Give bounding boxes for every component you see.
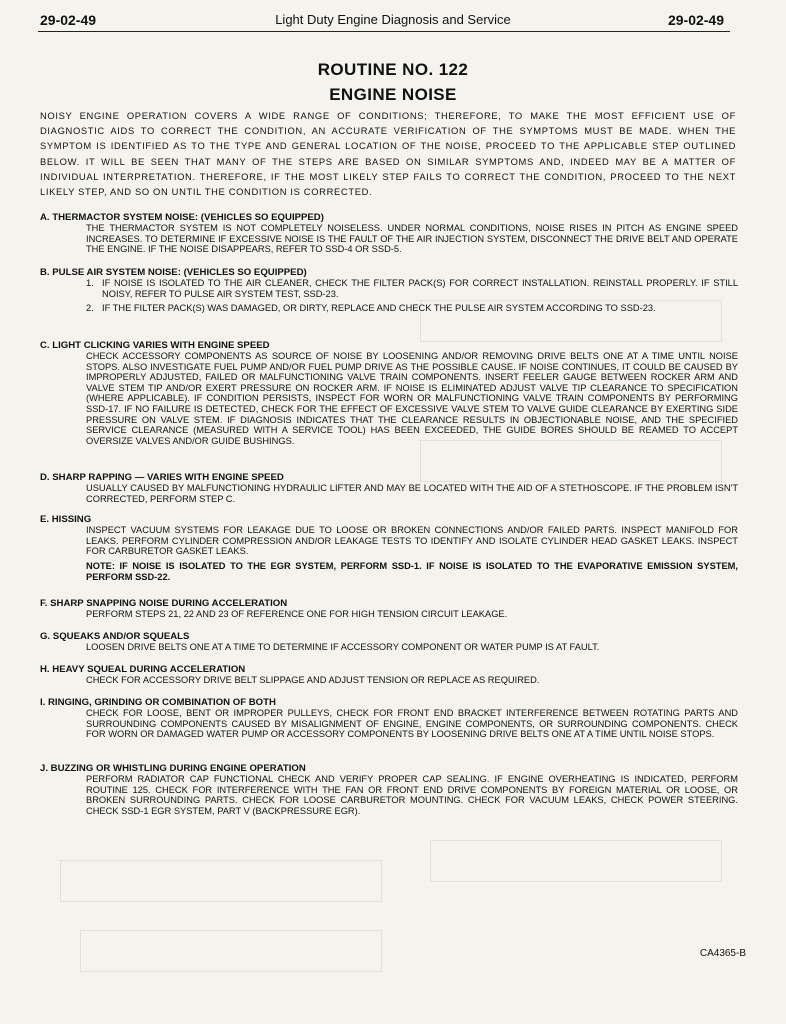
section-f <box>40 598 738 620</box>
running-header-title: Light Duty Engine Diagnosis and Service <box>275 12 511 27</box>
section-c <box>40 340 738 446</box>
list-item-text: IF THE FILTER PACK(S) WAS DAMAGED, OR DIRTY, REPLACE AND CHECK THE PULSE AIR SYSTEM ACCORDING TO SSD-23. <box>102 303 656 314</box>
section-h <box>40 664 738 686</box>
section-j <box>40 763 738 816</box>
bleed-through-box <box>60 860 382 902</box>
figure-code: CA4365-B <box>699 948 746 959</box>
section-list <box>86 278 738 314</box>
section-heading: I. RINGING, GRINDING OR COMBINATION OF BOTH <box>40 697 276 708</box>
list-item-text: IF NOISE IS ISOLATED TO THE AIR CLEANER, CHECK THE FILTER PACK(S) FOR CORRECT INSTALLATION. REINSTALL PROPERLY. IF STILL NOISY, REFER TO PULSE AIR SYSTEM TEST, SSD-23. <box>102 278 738 299</box>
routine-title: ROUTINE NO. 122 <box>317 60 469 79</box>
list-item <box>86 303 738 314</box>
section-b <box>40 267 738 318</box>
section-i <box>40 697 738 740</box>
page-number-right: 29-02-49 <box>667 12 724 28</box>
page-number-left: 29-02-49 <box>40 12 97 28</box>
section-heading: A. THERMACTOR SYSTEM NOISE: (VEHICLES SO EQUIPPED) <box>40 212 324 223</box>
section-body: USUALLY CAUSED BY MALFUNCTIONING HYDRAULIC LIFTER AND MAY BE LOCATED WITH THE AID OF A STETHOSCOPE. IF THE PROBLEM ISN'T CORRECTED, PERFORM STEP C. <box>86 483 738 504</box>
section-a <box>40 212 738 255</box>
bleed-through-box <box>430 840 722 882</box>
list-item <box>86 278 738 299</box>
section-body: CHECK FOR ACCESSORY DRIVE BELT SLIPPAGE AND ADJUST TENSION OR REPLACE AS REQUIRED. <box>86 675 540 685</box>
section-heading: B. PULSE AIR SYSTEM NOISE: (VEHICLES SO EQUIPPED) <box>40 267 307 278</box>
section-body: INSPECT VACUUM SYSTEMS FOR LEAKAGE DUE TO LOOSE OR BROKEN CONNECTIONS AND/OR FAILED PARTS. INSPECT MANIFOLD FOR LEAKS. PERFORM CYLINDER COMPRESSION AND/OR LEAKAGE TESTS TO IDENTIFY AND ISOLATE CYLINDER HEAD GASKET LEAKS. INSPECT FOR CARBURETOR GASKET LEAKS. <box>86 525 738 557</box>
section-heading: E. HISSING <box>40 514 92 525</box>
section-heading: J. BUZZING OR WHISTLING DURING ENGINE OPERATION <box>40 763 306 774</box>
list-item-number: 2. <box>86 303 94 314</box>
section-body: LOOSEN DRIVE BELTS ONE AT A TIME TO DETERMINE IF ACCESSORY COMPONENT OR WATER PUMP IS AT FAULT. <box>86 642 600 652</box>
section-e <box>40 514 738 583</box>
section-body: PERFORM RADIATOR CAP FUNCTIONAL CHECK AND VERIFY PROPER CAP SEALING. IF ENGINE OVERHEATING IS INDICATED, PERFORM ROUTINE 125. CHECK FOR INTERFERENCE WITH THE FAN OR FRONT END DRIVE COMPONENTS BY FOREIGN MATERIAL OR LOOSE, OR BROKEN SURROUNDING PARTS. CHECK FOR LOOSE CARBURETOR MOUNTING. CHECK FOR VACUUM LEAKS, CHECK POWER STEERING. CHECK SSD-1 EGR SYSTEM, PART V (BACKPRESSURE EGR). <box>86 774 738 816</box>
section-body: PERFORM STEPS 21, 22 AND 23 OF REFERENCE ONE FOR HIGH TENSION CIRCUIT LEAKAGE. <box>86 609 508 619</box>
section-heading: C. LIGHT CLICKING VARIES WITH ENGINE SPEED <box>40 340 270 351</box>
intro-paragraph: NOISY ENGINE OPERATION COVERS A WIDE RANGE OF CONDITIONS; THEREFORE, TO MAKE THE MOST EFFICIENT USE OF DIAGNOSTIC AIDS TO CORRECT THE CONDITION, AN ACCURATE VERIFICATION OF THE SYMPTOMS MUST BE MADE. WHEN THE SYMPTOM IS IDENTIFIED AS TO THE TYPE AND GENERAL LOCATION OF THE NOISE, PROCEED TO THE APPLICABLE STEP OUTLINED BELOW. IT WILL BE SEEN THAT MANY OF THE STEPS ARE BASED ON SIMILAR SYMPTOMS AND, INDEED MAY BE A MATTER OF INDIVIDUAL INTERPRETATION. THEREFORE, IF THE MOST LIKELY STEP FAILS TO CORRECT THE CONDITION, PROCEED TO THE NEXT LIKELY STEP, AND SO ON UNTIL THE CONDITION IS CORRECTED. <box>40 110 736 198</box>
bleed-through-box <box>80 930 382 972</box>
header-rule <box>38 31 730 32</box>
list-item-number: 1. <box>86 278 94 288</box>
section-heading: G. SQUEAKS AND/OR SQUEALS <box>40 631 190 642</box>
section-heading: F. SHARP SNAPPING NOISE DURING ACCELERATION <box>40 598 288 609</box>
section-body: THE THERMACTOR SYSTEM IS NOT COMPLETELY NOISELESS. UNDER NORMAL CONDITIONS, NOISE RISES IN PITCH AS ENGINE SPEED INCREASES. TO DETERMINE IF EXCESSIVE NOISE IS THE FAULT OF THE AIR INJECTION SYSTEM, DISCONNECT THE DRIVE BELT AND OPERATE THE ENGINE. IF THE NOISE DISAPPEARS, REFER TO SSD-4 OR SSD-5. <box>86 223 738 255</box>
section-note: NOTE: IF NOISE IS ISOLATED TO THE EGR SYSTEM, PERFORM SSD-1. IF NOISE IS ISOLATED TO THE EVAPORATIVE EMISSION SYSTEM, PERFORM SSD-22. <box>86 560 738 582</box>
section-g <box>40 631 738 653</box>
routine-subtitle: ENGINE NOISE <box>329 85 457 104</box>
section-heading: H. HEAVY SQUEAL DURING ACCELERATION <box>40 664 246 675</box>
section-heading: D. SHARP RAPPING — VARIES WITH ENGINE SPEED <box>40 472 284 483</box>
section-body: CHECK FOR LOOSE, BENT OR IMPROPER PULLEYS, CHECK FOR FRONT END BRACKET INTERFERENCE BETWEEN ROTATING PARTS AND SURROUNDING COMPONENTS CAUSED BY MISALIGNMENT OF ENGINE, ENGINE COMPONENTS, OR SURROUNDING COMPONENTS. CHECK FOR WORN OR DAMAGED WATER PUMP OR ACCESSORY COMPONENTS BY LOOSENING DRIVE BELTS ONE AT A TIME UNTIL NOISE STOPS. <box>86 708 738 740</box>
section-d <box>40 472 738 504</box>
section-body: CHECK ACCESSORY COMPONENTS AS SOURCE OF NOISE BY LOOSENING AND/OR REMOVING DRIVE BELTS ONE AT A TIME UNTIL NOISE STOPS. ALSO INVESTIGATE FUEL PUMP AND/OR FUEL PUMP DRIVE AS THE POSSIBLE CAUSE. IF NOISE CONTINUES, IT COULD BE CAUSED BY IMPROPERLY ADJUSTED, FAILED OR MALFUNCTIONING VALVE TRAIN COMPONENTS. INSERT FEELER GAUGE BETWEEN ROCKER ARM AND VALVE STEM TIP AND/OR EXERT PRESSURE ON ROCKER ARM. IF NOISE IS ELIMINATED ADJUST VALVE TIP CLEARANCE TO SPECIFICATION (WHERE APPLICABLE). IF CONDITION PERSISTS, INSPECT FOR WORN OR MALFUNCTIONING VALVE TRAIN COMPONENTS BY PERFORMING SSD-17. IF NO FAILURE IS DETECTED, CHECK FOR THE EFFECT OF EXCESSIVE VALVE STEM TO VALVE GUIDE CLEARANCE BY EXERTING SIDE PRESSURE ON VALVE STEM. IF DIAGNOSIS INDICATES THAT THE CLEARANCE RESULTS IN OBJECTIONABLE NOISE, AND THE SPECIFIED SERVICE CLEARANCE (MEASURED WITH A SERVICE TOOL) HAS BEEN EXCEEDED, THE GUIDE BORES SHOULD BE REAMED TO ACCEPT OVERSIZE VALVES AND/OR GUIDE BUSHINGS. <box>86 351 738 446</box>
